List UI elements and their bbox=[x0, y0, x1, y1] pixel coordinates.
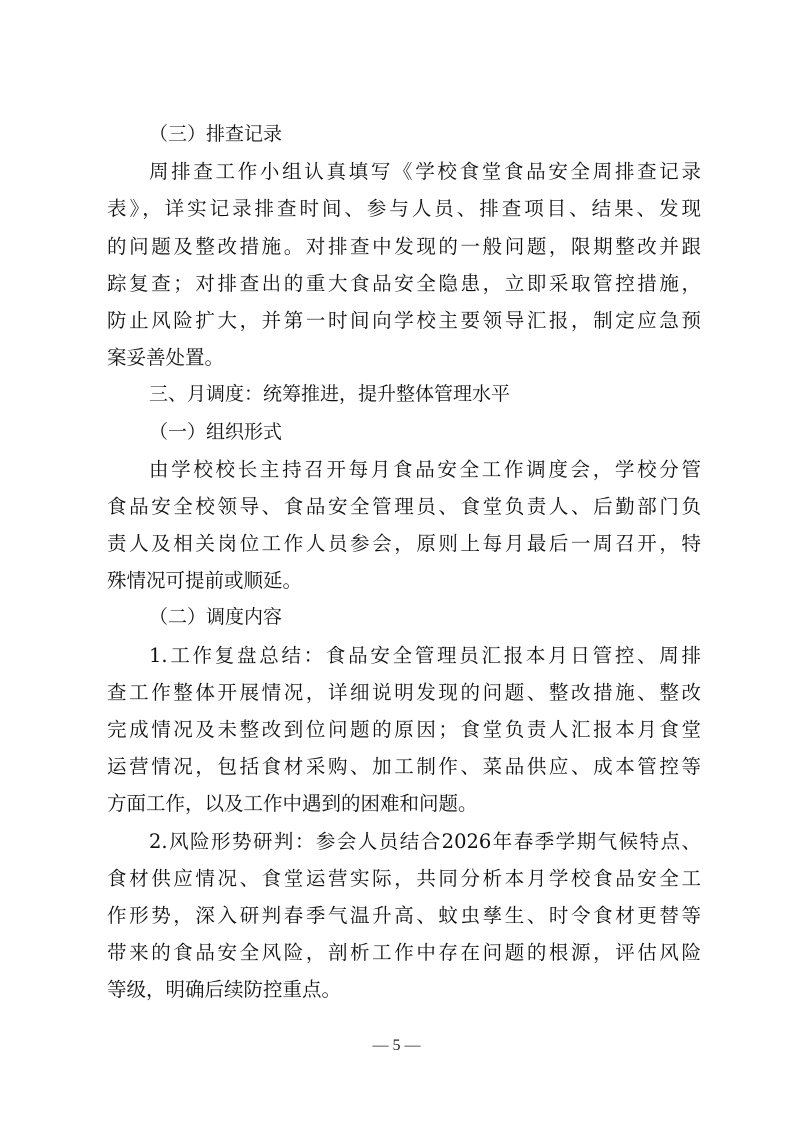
text-line: 表》，详实记录排查时间、参与人员、排查项目、结果、发现 bbox=[107, 197, 701, 221]
section-heading bbox=[107, 116, 701, 153]
text-line: 食品安全校领导、食品安全管理员、食堂负责人、后勤部门负 bbox=[107, 494, 701, 518]
section-heading bbox=[107, 376, 701, 413]
section-heading bbox=[107, 599, 701, 636]
paragraph bbox=[107, 153, 701, 376]
text-line: （二）调度内容 bbox=[149, 606, 283, 629]
text-line: （三）排查记录 bbox=[149, 123, 283, 145]
text-line: 带来的食品安全风险，剖析工作中存在问题的根源，评估风险 bbox=[107, 941, 701, 965]
document-body bbox=[107, 116, 701, 1009]
paragraph bbox=[107, 451, 701, 600]
text-line: 责人及相关岗位工作人员参会，原则上每月最后一周召开，特 bbox=[107, 532, 701, 556]
text-line: 完成情况及未整改到位问题的原因；食堂负责人汇报本月食堂 bbox=[107, 718, 701, 741]
text-line: 查工作整体开展情况，详细说明发现的问题、整改措施、整改 bbox=[107, 680, 701, 704]
text-line: 案妥善处置。 bbox=[107, 346, 225, 370]
text-line: 运营情况，包括食材采购、加工制作、菜品供应、成本管控等 bbox=[107, 755, 701, 779]
text-line: 踪复查；对排查出的重大食品安全隐患，立即采取管控措施， bbox=[107, 271, 701, 295]
text-line: 的问题及整改措施。对排查中发现的一般问题，限期整改并跟 bbox=[107, 234, 701, 258]
text-line: 等级，明确后续防控重点。 bbox=[107, 978, 342, 1002]
section-heading bbox=[107, 414, 701, 451]
text-line: （一）组织形式 bbox=[149, 420, 283, 443]
text-line: 三、月调度：统筹推进，提升整体管理水平 bbox=[149, 383, 511, 406]
text-line: 2.风险形势研判：参会人员结合2026年春季学期气候特点、 bbox=[149, 829, 701, 853]
text-line: 方面工作，以及工作中遇到的困难和问题。 bbox=[107, 792, 478, 816]
paragraph bbox=[107, 637, 701, 823]
text-line: 1.工作复盘总结：食品安全管理员汇报本月日管控、周排 bbox=[149, 643, 701, 667]
text-line: 由学校校长主持召开每月食品安全工作调度会，学校分管 bbox=[149, 457, 701, 481]
text-line: 周排查工作小组认真填写《学校食堂食品安全周排查记录 bbox=[149, 160, 701, 184]
paragraph bbox=[107, 823, 701, 1009]
text-line: 食材供应情况、食堂运营实际，共同分析本月学校食品安全工 bbox=[107, 866, 701, 890]
page-number: — 5 — bbox=[372, 1037, 421, 1054]
text-line: 殊情况可提前或顺延。 bbox=[107, 569, 303, 593]
text-line: 防止风险扩大，并第一时间向学校主要领导汇报，制定应急预 bbox=[107, 308, 701, 332]
text-line: 作形势，深入研判春季气温升高、蚊虫孳生、时令食材更替等 bbox=[107, 903, 701, 927]
